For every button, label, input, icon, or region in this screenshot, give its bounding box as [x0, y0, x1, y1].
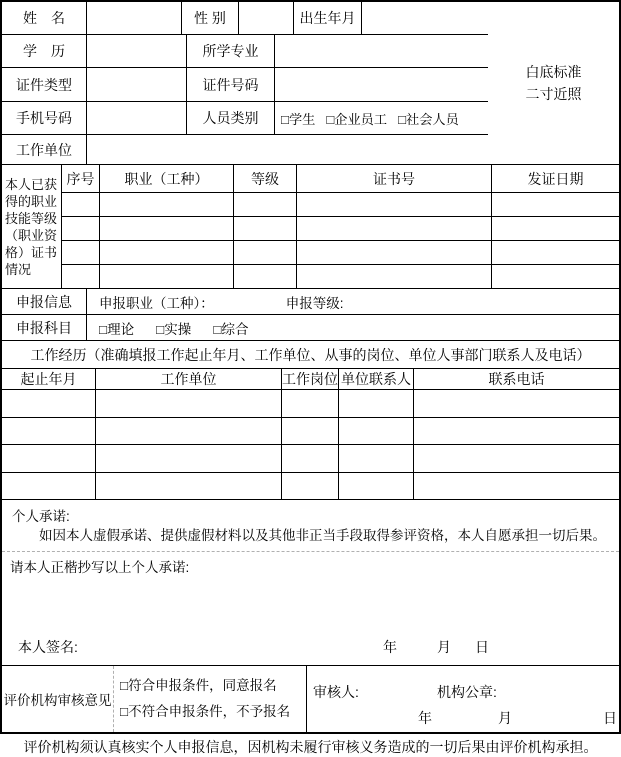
cert-row: [62, 193, 619, 217]
certificates-section: [2, 165, 619, 289]
name-label: 姓 名: [2, 2, 87, 35]
declare-subject-label: 申报科目: [2, 315, 87, 341]
checkbox-reject[interactable]: □不符合申报条件，不予报名: [120, 704, 291, 719]
cert-col-level: 等级: [234, 165, 297, 193]
id-number-input-cell[interactable]: [275, 68, 488, 102]
cert-cell[interactable]: [234, 217, 297, 241]
photo-note-line2: 二寸近照: [525, 86, 582, 102]
declare-level-label: 申报等级:: [285, 295, 344, 311]
work-col-contact: 单位联系人: [339, 369, 414, 390]
work-row: [2, 445, 619, 473]
work-col-post: 工作岗位: [282, 369, 339, 390]
education-label: 学 历: [2, 35, 87, 68]
work-cell[interactable]: [339, 418, 414, 446]
declare-subject-row: [2, 315, 619, 341]
work-history-title: 工作经历（准确填报工作起止年月、工作单位、从事的岗位、单位人事部门联系人及电话）: [2, 341, 619, 369]
cert-cell[interactable]: [100, 265, 234, 289]
cert-cell[interactable]: [100, 241, 234, 265]
work-col-unit: 工作单位: [96, 369, 282, 390]
review-label: 评价机构审核意见: [2, 666, 114, 732]
declare-subject-options: [87, 315, 619, 341]
work-cell[interactable]: [414, 418, 619, 446]
commitment-copy-area[interactable]: [2, 552, 619, 666]
person-type-label: 人员类别: [187, 102, 275, 135]
checkbox-student[interactable]: □学生: [281, 111, 316, 127]
review-year-label: 年: [418, 710, 432, 726]
cert-cell[interactable]: [297, 241, 492, 265]
work-cell[interactable]: [282, 390, 339, 418]
cert-cell[interactable]: [100, 217, 234, 241]
work-row: [2, 390, 619, 418]
personal-info-section: [2, 2, 619, 165]
work-cell[interactable]: [282, 445, 339, 473]
review-day-label: 日: [603, 710, 617, 726]
work-row: [2, 418, 619, 446]
work-cell[interactable]: [96, 390, 282, 418]
phone-input-cell[interactable]: [87, 102, 187, 135]
cert-cell[interactable]: [492, 265, 619, 289]
review-sign-area[interactable]: [307, 666, 619, 732]
cert-row: [62, 217, 619, 241]
id-number-label: 证件号码: [187, 68, 275, 102]
work-cell[interactable]: [414, 390, 619, 418]
birth-label: 出生年月: [294, 2, 362, 35]
cert-cell[interactable]: [297, 265, 492, 289]
checkbox-comprehensive[interactable]: □综合: [213, 321, 249, 337]
review-options: [114, 666, 307, 732]
id-type-input-cell[interactable]: [87, 68, 187, 102]
cert-row: [62, 265, 619, 289]
work-cell[interactable]: [414, 473, 619, 501]
phone-label: 手机号码: [2, 102, 87, 135]
work-cell[interactable]: [96, 418, 282, 446]
reviewer-label: 审核人:: [313, 684, 359, 700]
cert-cell[interactable]: [234, 193, 297, 217]
seal-label: 机构公章:: [437, 684, 497, 700]
cert-cell[interactable]: [492, 217, 619, 241]
declare-info-row: [2, 289, 619, 315]
work-cell[interactable]: [339, 445, 414, 473]
person-type-options: [275, 102, 488, 135]
review-section: [2, 666, 619, 732]
cert-col-issue-date: 发证日期: [492, 165, 619, 193]
cert-cell[interactable]: [62, 217, 100, 241]
cert-col-index: 序号: [62, 165, 100, 193]
declare-occupation-label: 申报职业（工种）：: [99, 295, 214, 311]
checkbox-social[interactable]: □社会人员: [398, 111, 459, 127]
commitment-body: 如因本人虚假承诺、提供虚假材料以及其他非正当手段取得参评资格，本人自愿承担一切后果。: [39, 528, 606, 543]
checkbox-practical[interactable]: □实操: [156, 321, 192, 337]
signature-year-label: 年: [383, 639, 397, 655]
cert-cell[interactable]: [492, 193, 619, 217]
work-cell[interactable]: [339, 390, 414, 418]
major-input-cell[interactable]: [275, 35, 488, 68]
gender-input-cell[interactable]: [239, 2, 294, 35]
cert-cell[interactable]: [234, 265, 297, 289]
work-cell[interactable]: [2, 445, 96, 473]
work-cell[interactable]: [2, 390, 96, 418]
work-cell[interactable]: [96, 445, 282, 473]
photo-box: [488, 2, 619, 165]
work-unit-label: 工作单位: [2, 135, 87, 165]
education-input-cell[interactable]: [87, 35, 187, 68]
work-cell[interactable]: [414, 445, 619, 473]
birth-input-cell[interactable]: [362, 2, 488, 35]
copy-prompt: 请本人正楷抄写以上个人承诺:: [10, 560, 190, 575]
work-cell[interactable]: [96, 473, 282, 501]
work-cell[interactable]: [282, 473, 339, 501]
gender-label: 性 别: [182, 2, 239, 35]
work-col-phone: 联系电话: [414, 369, 619, 390]
checkbox-theory[interactable]: □理论: [99, 321, 135, 337]
commitment-title: 个人承诺:: [12, 509, 70, 524]
work-row: [2, 473, 619, 501]
name-input-cell[interactable]: [87, 2, 182, 35]
work-cell[interactable]: [282, 418, 339, 446]
cert-cell[interactable]: [297, 193, 492, 217]
declare-info-cell[interactable]: [87, 289, 619, 315]
cert-col-occupation: 职业（工种）: [100, 165, 234, 193]
cert-cell[interactable]: [62, 265, 100, 289]
cert-cell[interactable]: [492, 241, 619, 265]
cert-cell[interactable]: [100, 193, 234, 217]
work-col-dates: 起止年月: [2, 369, 96, 390]
work-unit-input-cell[interactable]: [87, 135, 488, 165]
declare-info-label: 申报信息: [2, 289, 87, 315]
signature-day-label: 日: [475, 639, 489, 655]
checkbox-employee[interactable]: □企业员工: [326, 111, 388, 127]
work-cell[interactable]: [339, 473, 414, 501]
review-month-label: 月: [498, 710, 512, 726]
commitment-block: [2, 500, 619, 552]
major-label: 所学专业: [187, 35, 275, 68]
cert-cell[interactable]: [234, 241, 297, 265]
footer-note: 评价机构须认真核实个人申报信息，因机构未履行审核义务造成的一切后果由评价机构承担。: [23, 739, 598, 755]
cert-cell[interactable]: [297, 217, 492, 241]
cert-col-number: 证书号: [297, 165, 492, 193]
cert-cell[interactable]: [62, 241, 100, 265]
cert-cell[interactable]: [62, 193, 100, 217]
signature-month-label: 月: [437, 639, 451, 655]
certificates-side-label: 本人已获得的职业技能等级（职业资格）证书情况: [2, 165, 62, 289]
work-cell[interactable]: [2, 473, 96, 501]
photo-note-line1: 白底标准: [525, 64, 582, 80]
signature-label: 本人签名:: [18, 639, 78, 655]
checkbox-approve[interactable]: □符合申报条件，同意报名: [120, 678, 277, 693]
work-cell[interactable]: [2, 418, 96, 446]
cert-row: [62, 241, 619, 265]
id-type-label: 证件类型: [2, 68, 87, 102]
